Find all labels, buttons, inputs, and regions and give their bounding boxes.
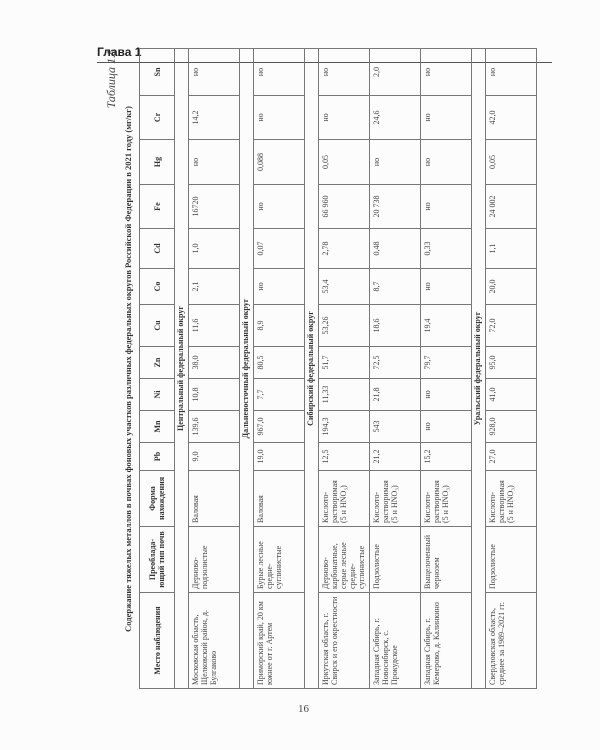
value-cell: 0,088 — [254, 140, 305, 185]
value-cell: 21,8 — [370, 379, 421, 411]
value-cell: 0,33 — [421, 229, 472, 269]
value-cell: 0,07 — [254, 229, 305, 269]
value-cell: но — [421, 140, 472, 185]
value-cell: но — [319, 96, 370, 140]
table-row — [486, 49, 537, 689]
place-cell: Свердловская область, среднее за 1989–2021 гг. — [486, 593, 537, 689]
value-cell: но — [254, 269, 305, 305]
value-cell: 27,0 — [486, 443, 537, 471]
region-label: Центральный федеральный округ — [175, 49, 189, 689]
soil-type-cell: Дерново-карбонатные, серые лесные средне-суглинистые — [319, 527, 370, 593]
column-header: Преоблада- ющий тип почв — [140, 527, 175, 593]
column-header: Fe — [140, 185, 175, 229]
value-cell: но — [421, 96, 472, 140]
region-label: Дальневосточный федеральный округ — [240, 49, 254, 689]
soil-type-cell: Бурые лесные средне-суглинистые — [254, 527, 305, 593]
place-cell: Иркутская область, г. Свирск и его окрестности — [319, 593, 370, 689]
value-cell: 19,4 — [421, 305, 472, 347]
value-cell: но — [421, 411, 472, 443]
column-header: Zn — [140, 347, 175, 379]
value-cell: 2,0 — [370, 49, 421, 96]
value-cell: 11,6 — [189, 305, 240, 347]
value-cell: 967,0 — [254, 411, 305, 443]
place-cell: Приморский край, 20 км южнее от г. Артем — [254, 593, 305, 689]
column-header: Место наблюдения — [140, 593, 175, 689]
value-cell: 21,2 — [370, 443, 421, 471]
region-label: Сибирский федеральный округ — [305, 49, 319, 689]
form-cell: Валовая — [254, 471, 305, 527]
value-cell: но — [254, 49, 305, 96]
value-cell: 38,0 — [189, 347, 240, 379]
place-cell: Западная Сибирь, г. Кемерово, д. Калинкино — [421, 593, 472, 689]
table-row — [421, 49, 472, 689]
value-cell: но — [421, 49, 472, 96]
value-cell: 18,6 — [370, 305, 421, 347]
value-cell: 95,0 — [486, 347, 537, 379]
value-cell: 79,7 — [421, 347, 472, 379]
column-header: Hg — [140, 140, 175, 185]
value-cell: 194,3 — [319, 411, 370, 443]
form-cell: Кислото-растворимая (5 н HNO₃) — [421, 471, 472, 527]
value-cell: но — [189, 49, 240, 96]
region-row — [240, 49, 254, 689]
value-cell: 42,0 — [486, 96, 537, 140]
region-row — [175, 49, 189, 689]
region-row — [472, 49, 486, 689]
value-cell: 8,9 — [254, 305, 305, 347]
heavy-metals-table — [139, 48, 537, 689]
column-header: Mn — [140, 411, 175, 443]
value-cell: 0,05 — [486, 140, 537, 185]
value-cell: 7,7 — [254, 379, 305, 411]
value-cell: 928,0 — [486, 411, 537, 443]
form-cell: Кислото-растворимая (5 н HNO₃) — [319, 471, 370, 527]
value-cell: но — [421, 185, 472, 229]
value-cell: 72,0 — [486, 305, 537, 347]
value-cell: 66 960 — [319, 185, 370, 229]
column-header: Sn — [140, 49, 175, 96]
soil-type-cell: Подзолистые — [370, 527, 421, 593]
soil-type-cell: Дерново-подзолистые — [189, 527, 240, 593]
value-cell: но — [189, 140, 240, 185]
form-cell: Кислото-растворимая (5 н HNO₃) — [370, 471, 421, 527]
soil-type-cell: Выщелоченный чернозем — [421, 527, 472, 593]
column-header: Co — [140, 269, 175, 305]
value-cell: 2,78 — [319, 229, 370, 269]
value-cell: 72,5 — [370, 347, 421, 379]
value-cell: 53,26 — [319, 305, 370, 347]
table-number: Таблица 1.5 — [104, 49, 118, 109]
value-cell: 19,0 — [254, 443, 305, 471]
value-cell: но — [254, 185, 305, 229]
value-cell: 9,0 — [189, 443, 240, 471]
soil-type-cell: Подзолистые — [486, 527, 537, 593]
value-cell: 16720 — [189, 185, 240, 229]
table-caption: Содержание тяжелых металлов в почвах фоновых участков различных федеральных округов Российской Федерации в 2021 году (мг/кг) — [123, 106, 133, 632]
value-cell: 0,48 — [370, 229, 421, 269]
value-cell: 53,4 — [319, 269, 370, 305]
column-header: Cu — [140, 305, 175, 347]
column-header: Cd — [140, 229, 175, 269]
value-cell: но — [421, 379, 472, 411]
value-cell: 10,8 — [189, 379, 240, 411]
value-cell: 20 738 — [370, 185, 421, 229]
value-cell: но — [421, 269, 472, 305]
column-header: Cr — [140, 96, 175, 140]
value-cell: 1,0 — [189, 229, 240, 269]
value-cell: но — [370, 140, 421, 185]
page-number: 16 — [298, 703, 309, 715]
value-cell: 80,5 — [254, 347, 305, 379]
form-cell: Валовая — [189, 471, 240, 527]
region-label: Уральский федеральный округ — [472, 49, 486, 689]
value-cell: 0,05 — [319, 140, 370, 185]
column-header: Форма нахождения — [140, 471, 175, 527]
value-cell: но — [319, 49, 370, 96]
chapter-heading: Глава 1 — [97, 45, 142, 59]
value-cell: 2,1 — [189, 269, 240, 305]
value-cell: 8,7 — [370, 269, 421, 305]
value-cell: 139,6 — [189, 411, 240, 443]
form-cell: Кислото-растворимая (5 н HNO₃) — [486, 471, 537, 527]
value-cell: 20,0 — [486, 269, 537, 305]
region-row — [305, 49, 319, 689]
rotated-table-block — [103, 49, 523, 689]
value-cell: но — [486, 49, 537, 96]
table-header-row — [140, 49, 175, 689]
value-cell: 24,6 — [370, 96, 421, 140]
place-cell: Московская область, Щелковский район, д. Булгаково — [189, 593, 240, 689]
value-cell: 11,33 — [319, 379, 370, 411]
value-cell: 1,1 — [486, 229, 537, 269]
value-cell: 41,0 — [486, 379, 537, 411]
value-cell: 14,2 — [189, 96, 240, 140]
table-row — [319, 49, 370, 689]
value-cell: но — [254, 96, 305, 140]
column-header: Pb — [140, 443, 175, 471]
value-cell: 51,7 — [319, 347, 370, 379]
value-cell: 15,2 — [421, 443, 472, 471]
column-header: Ni — [140, 379, 175, 411]
place-cell: Западная Сибирь, г. Новосибирск, с. Прокудское — [370, 593, 421, 689]
value-cell: 24 002 — [486, 185, 537, 229]
value-cell: 543 — [370, 411, 421, 443]
table-row — [370, 49, 421, 689]
table-row — [254, 49, 305, 689]
table-row — [189, 49, 240, 689]
value-cell: 12,5 — [319, 443, 370, 471]
